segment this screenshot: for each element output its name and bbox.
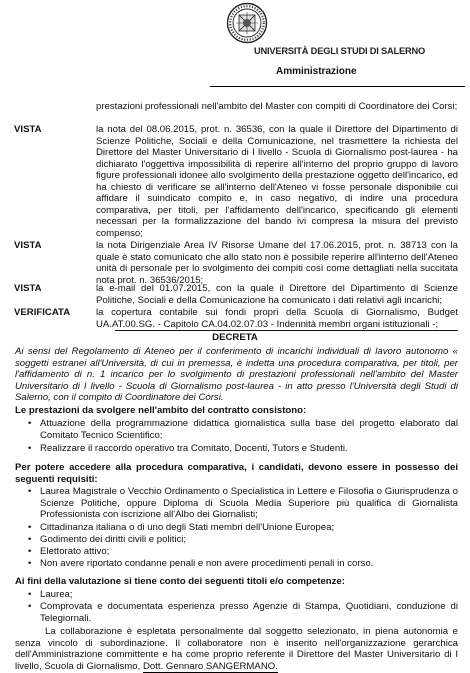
titoli-item — [28, 601, 458, 624]
intro-text: prestazioni professionali nell'ambito del Master con compiti di Coordinatore dei Corsi; — [96, 101, 458, 112]
titoli-item-text: Comprovata e documentata esperienza presso Agenzie di Stampa, Quotidiani, conduzione di Telegiornali. — [40, 601, 458, 624]
bullet-icon: • — [28, 522, 32, 533]
bullet-icon: • — [28, 601, 32, 612]
university-seal-logo — [226, 2, 268, 44]
header-separator — [210, 86, 465, 87]
titoli-heading: Ai fini della valutazione si tiene conto dei seguenti titoli e/o competenze: — [15, 576, 345, 587]
prestazioni-item-text: Realizzare il raccordo operativo tra Comitato, Docenti, Tutors e Studenti. — [40, 443, 348, 454]
bullet-icon: • — [28, 589, 32, 600]
clause-text: la e-mail del 01.07.2015, con la quale il Direttore del Dipartimento di Scienze Politiche, Sociali e della Comunicazione ha comunicato i dati relativi agli incarichi; — [96, 283, 458, 306]
bullet-icon: • — [28, 486, 32, 497]
bullet-icon: • — [28, 546, 32, 557]
requisiti-item-text: Cittadinanza italiana o di uno degli Stati membri dell'Unione Europea; — [40, 522, 335, 533]
letterhead — [226, 2, 466, 82]
requisiti-item-text: Laurea Magistrale o Vecchio Ordinamento o Specialistica in Lettere e Filosofia o Giurisprudenza o Scienze Politiche, oppure Diploma di Scuola Media Superiore più qualifica di Giornalista Professionista con iscrizione all'Albo dei Giornalisti; — [40, 486, 458, 520]
prestazioni-item — [28, 443, 458, 455]
decree-paragraph: Ai sensi del Regolamento di Ateneo per il conferimento di incarichi individuali di lavoro autonomo « soggetti estranei all'Università, di cui in premessa, è indetta una procedura comparativa, per titoli, per l'affidamento di n. 1 incarico per lo svolgimento di prestazioni professionali nell'ambito del Master Universitario di I livello - Scuola di Giornalismo post-laurea - in atto presso l'Università degli Studi di Salerno, con il compito di Coordinatore dei Corsi. — [15, 346, 458, 403]
clause-text: la nota del 08.06.2015, prot. n. 36536, con la quale il Direttore del Dipartimento di Scienze Politiche, Sociali e della Comunicazione, nel trasmettere la richiesta del Direttore del Master Universitario di I livello - Scuola di Giornalismo post-laurea - ha dichiarato l'oggettiva impossibilità di reperire all'interno del proprio gruppo di lavoro figure professionali idonee allo svolgimento della prestazione oggetto dell'incarico, ed ha chiesto di verificare se all'interno dell'Ateneo vi fosse personale disponibile cui affidare il suindicato compito e, in caso negativo, di indire una procedura comparativa, per titoli, per l'affidamento dell'incarico, specificando gli elementi necessari per la formalizzazione del bando ivi compresa la misura del previsto compenso; — [96, 124, 458, 239]
requisiti-item-text: Elettorato attivo; — [40, 546, 110, 557]
clause-text: la copertura contabile sui fondi propri della Scuola di Giornalismo, Budget UA.AT.00.SG. - Capitolo CA.04.02.07.03 - Indennità membri organi istituzionali -; — [96, 307, 458, 330]
requisiti-item-text: Non avere riportato condanne penali e non avere procedimenti penali in corso. — [40, 558, 374, 569]
section-divider — [115, 330, 458, 331]
decreta-heading: DECRETA — [212, 332, 258, 343]
clause-text: la nota Dirigenziale Area IV Risorse Umane del 17.06.2015, prot. n. 38713 con la quale è stato comunicato che allo stato non è possibile reperire all'interno dell'Ateneo unità di personale per lo svolgimento dei compiti così come dettagliati nella succitata nota prot. n. 36536/2015; — [96, 240, 458, 286]
requisiti-item — [28, 558, 458, 570]
requisiti-item — [28, 546, 458, 558]
prestazioni-item — [28, 418, 458, 441]
prestazioni-item-text: Attuazione della programmazione didattica giornalistica sulla base del progetto elaborato dal Comitato Tecnico Scientifico; — [40, 418, 458, 441]
office-name: Amministrazione — [276, 66, 357, 77]
university-name: UNIVERSITÀ DEGLI STUDI DI SALERNO — [254, 46, 426, 56]
clause-label: VISTA — [14, 240, 42, 251]
bullet-icon: • — [28, 534, 32, 545]
clause-label: VERIFICATA — [14, 307, 71, 318]
requisiti-heading: Per potere accedere alla procedura comparativa, i candidati, devono essere in possesso dei seguenti requisiti: — [15, 462, 458, 485]
closing-paragraph — [15, 626, 458, 672]
bullet-icon: • — [28, 418, 32, 429]
requisiti-item — [28, 486, 458, 521]
bullet-icon: • — [28, 443, 32, 454]
requisiti-item — [28, 522, 458, 534]
requisiti-item — [28, 534, 458, 546]
closing-text: La collaborazione è espletata personalmente dal soggetto selezionato, in piena autonomia e senza vincolo di subordinazione. Il collaboratore non è inserito nell'organizzazione gerarchica dell'Amministrazione committente e ha come proprio referente il Direttore del Master Universitario di I livello, Scuola di Giornalismo, — [15, 626, 458, 672]
requisiti-item-text: Godimento dei diritti civili e politici; — [40, 534, 187, 545]
prestazioni-heading: Le prestazioni da svolgere nell'ambito del contratto consistono: — [15, 405, 307, 416]
referent-name: Dott. Gennaro SANGERMANO. — [142, 660, 278, 672]
titoli-item-text: Laurea; — [40, 589, 73, 600]
clause-label: VISTA — [14, 124, 42, 135]
bullet-icon: • — [28, 558, 32, 569]
titoli-item — [28, 589, 458, 601]
clause-label: VISTA — [14, 283, 42, 294]
